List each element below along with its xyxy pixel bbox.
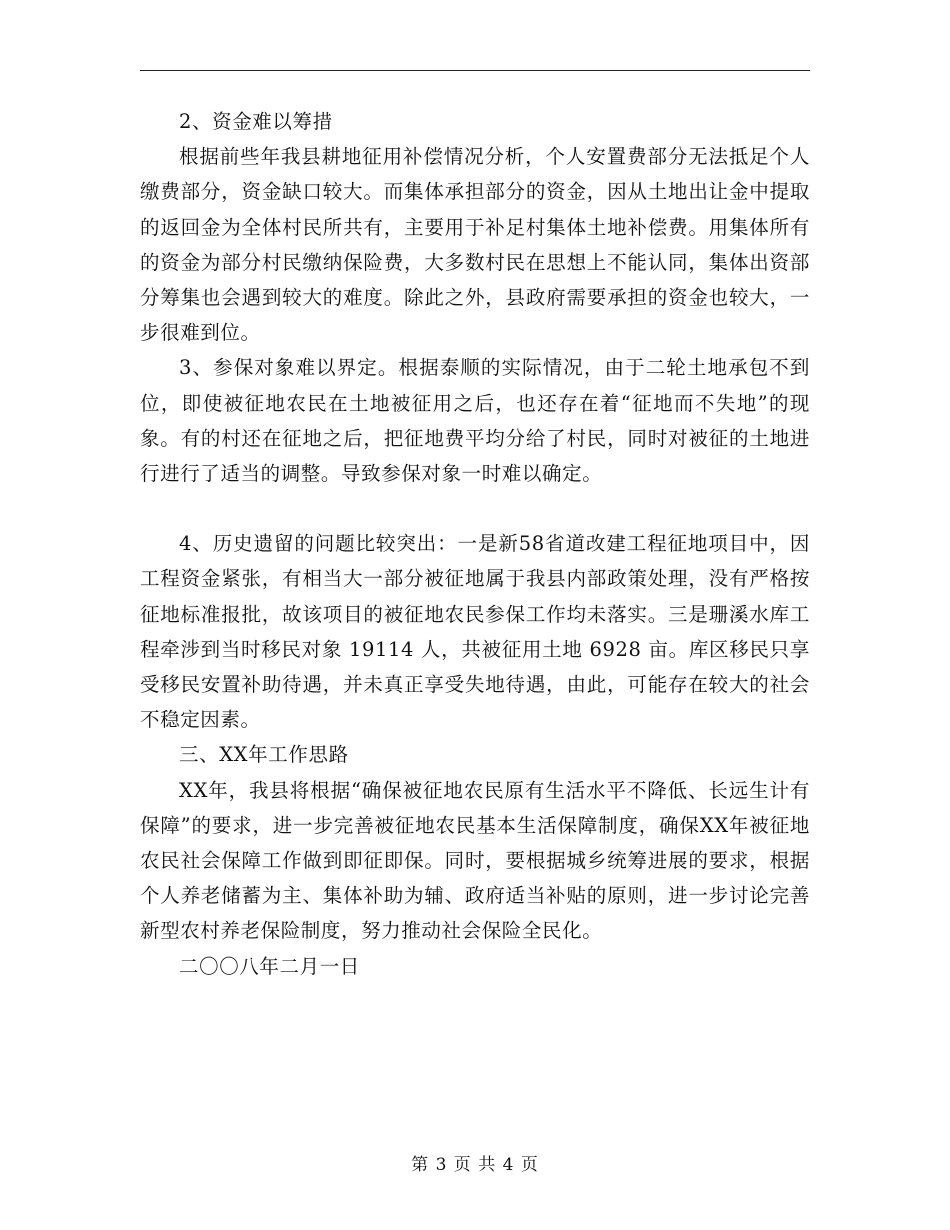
section-heading-work-plan: 三、XX年工作思路: [179, 743, 349, 767]
document-date: 二〇〇八年二月一日: [179, 954, 360, 978]
paragraph-funding-analysis: 根据前些年我县耕地征用补偿情况分析，个人安置费部分无法抵足个人缴费部分，资金缺口较大。而集体承担部分的资金，因从土地出让金中提取的返回金为全体村民所共有，主要用于补足村集体土地补偿费。用集体所有的资金为部分村民缴纳保险费，大多数村民在思想上不能认同，集体出资部分筹集也会遇到较大的难度。除此之外，县政府需要承担的资金也较大，一步很难到位。: [140, 145, 810, 345]
section-heading-funding: 2、资金难以筹措: [179, 110, 333, 133]
page-number-footer: 第 3 页 共 4 页: [411, 1155, 539, 1175]
paragraph-historical-issues: 4、历史遗留的问题比较突出：一是新58省道改建工程征地项目中，因工程资金紧张，有相当大一部分被征地属于我县内部政策处理，没有严格按征地标准报批，故该项目的被征地农民参保工作均未落实。三是珊溪水库工程牵涉到当时移民对象 19114 人，共被征用土地 6928 亩。库区移民只享受移民安置补助待遇，并未真正享受失地待遇，由此，可能存在较大的社会不稳定因素。: [140, 532, 810, 732]
document-body: [140, 104, 810, 984]
paragraph-insured-targets: 3、参保对象难以界定。根据泰顺的实际情况，由于二轮土地承包不到位，即使被征地农民在土地被征用之后，也还存在着“征地而不失地”的现象。有的村还在征地之后，把征地费平均分给了村民，同时对被征的土地进行进行了适当的调整。导致参保对象一时难以确定。: [140, 356, 810, 486]
header-rule: [140, 70, 810, 71]
paragraph-work-plan: XX年，我县将根据“确保被征地农民原有生活水平不降低、长远生计有保障”的要求，进一步完善被征地农民基本生活保障制度，确保XX年被征地农民社会保障工作做到即征即保。同时，要根据城乡统筹进展的要求，根据个人养老储蓄为主、集体补助为辅、政府适当补贴的原则，进一步讨论完善新型农村养老保险制度，努力推动社会保险全民化。: [140, 778, 810, 943]
